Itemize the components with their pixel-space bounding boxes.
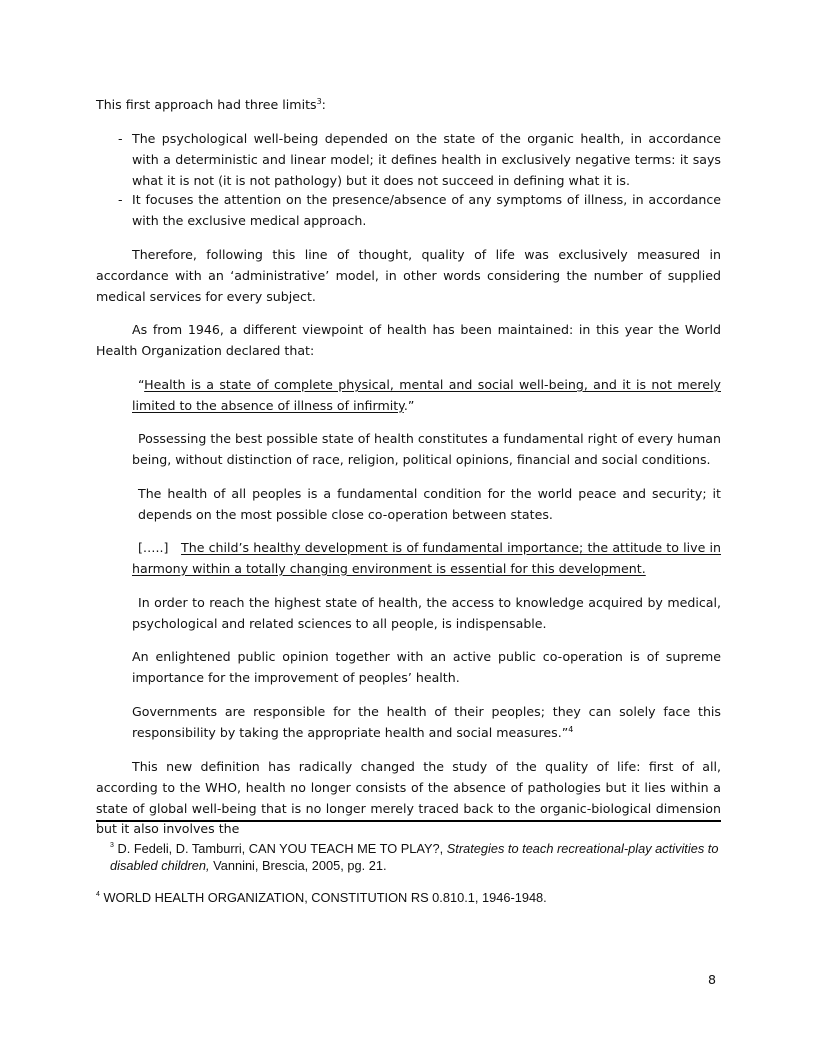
intro-text: This first approach had three limits: [96, 97, 317, 112]
bullet-text: The psychological well-being depended on the state of the organic health, in accordance with a deterministic and linear model; it defines health in exclusively negative terms: it says what it is not (it is not pathology) but it does not succeed in defining what it is.: [132, 131, 721, 188]
bullet-item: [118, 190, 721, 232]
footnote-3-italic-title: Strategies to teach recreational-play activities to disabled children,: [110, 841, 719, 873]
quote-child-underlined: The child’s healthy development is of fundamental importance; the attitude to live in harmony within a totally changing environment is essential for this development.: [132, 540, 721, 576]
bullet-item: [118, 129, 721, 191]
bullet-dash: -: [118, 192, 123, 207]
footnote-ref-3[interactable]: 3: [316, 97, 322, 106]
quote-governments: [132, 702, 721, 744]
bullet-text: It focuses the attention on the presence/absence of any symptoms of illness, in accordance with the exclusive medical approach.: [132, 192, 721, 228]
quote-peace-security: The health of all peoples is a fundamental condition for the world peace and security; it depends on the most possible close co-operation between states.: [138, 486, 721, 522]
footnote-3-tail: Vannini, Brescia, 2005, pg. 21.: [209, 858, 387, 873]
footnote-3-number: 3: [110, 842, 114, 849]
footnote-3: [110, 840, 721, 874]
quote-knowledge-access: In order to reach the highest state of health, the access to knowledge acquired by medical, psychological and related sciences to all people, is indispensable.: [132, 595, 721, 631]
quote-who-definition: [132, 375, 721, 417]
quote-public-opinion: An enlightened public opinion together with an active public co-operation is of supreme importance for the improvement of peoples’ health.: [132, 649, 721, 685]
footnote-4-text: WORLD HEALTH ORGANIZATION, CONSTITUTION RS 0.810.1, 1946-1948.: [103, 890, 547, 905]
quote-open-mark: “: [138, 377, 145, 392]
quote-ellipsis-prefix: […..]: [138, 540, 169, 555]
footnote-separator: [96, 820, 721, 822]
paragraph-new-definition: This new definition has radically changed the study of the quality of life: first of all, according to the WHO, health no longer consists of the absence of pathologies but it lies within a state of global well-being that is no longer merely traced back to the organic-biological dimension but it also involves the: [96, 759, 721, 837]
quote-definition-underlined: Health is a state of complete physical, mental and social well-being, and it is not merely limited to the absence of illness of infirmity: [132, 377, 721, 413]
intro-line: [96, 95, 721, 116]
footnote-4-number: 4: [96, 891, 100, 898]
quote-child-development: [132, 538, 721, 580]
paragraph-quality-of-life: Therefore, following this line of thought, quality of life was exclusively measured in accordance with an ‘administrative’ model, in other words considering the number of supplied medical services for every subject.: [96, 247, 721, 304]
quote-right-to-health: Possessing the best possible state of health constitutes a fundamental right of every human being, without distinction of race, religion, political opinions, financial and social conditions.: [132, 431, 721, 467]
page-number: 8: [708, 972, 717, 987]
intro-colon: :: [321, 97, 326, 112]
quote-definition-close: .”: [403, 397, 415, 413]
footnote-3-text: D. Fedeli, D. Tamburri, CAN YOU TEACH ME TO PLAY?,: [117, 841, 447, 856]
footnote-ref-4[interactable]: 4: [568, 724, 574, 734]
bullet-dash: -: [118, 131, 123, 146]
quote-governments-text: Governments are responsible for the health of their peoples; they can solely face this responsibility by taking the appropriate health and social measures.”: [132, 704, 721, 740]
footnote-4: [96, 889, 721, 906]
paragraph-who-1946: As from 1946, a different viewpoint of health has been maintained: in this year the World Health Organization declared that:: [96, 322, 721, 358]
